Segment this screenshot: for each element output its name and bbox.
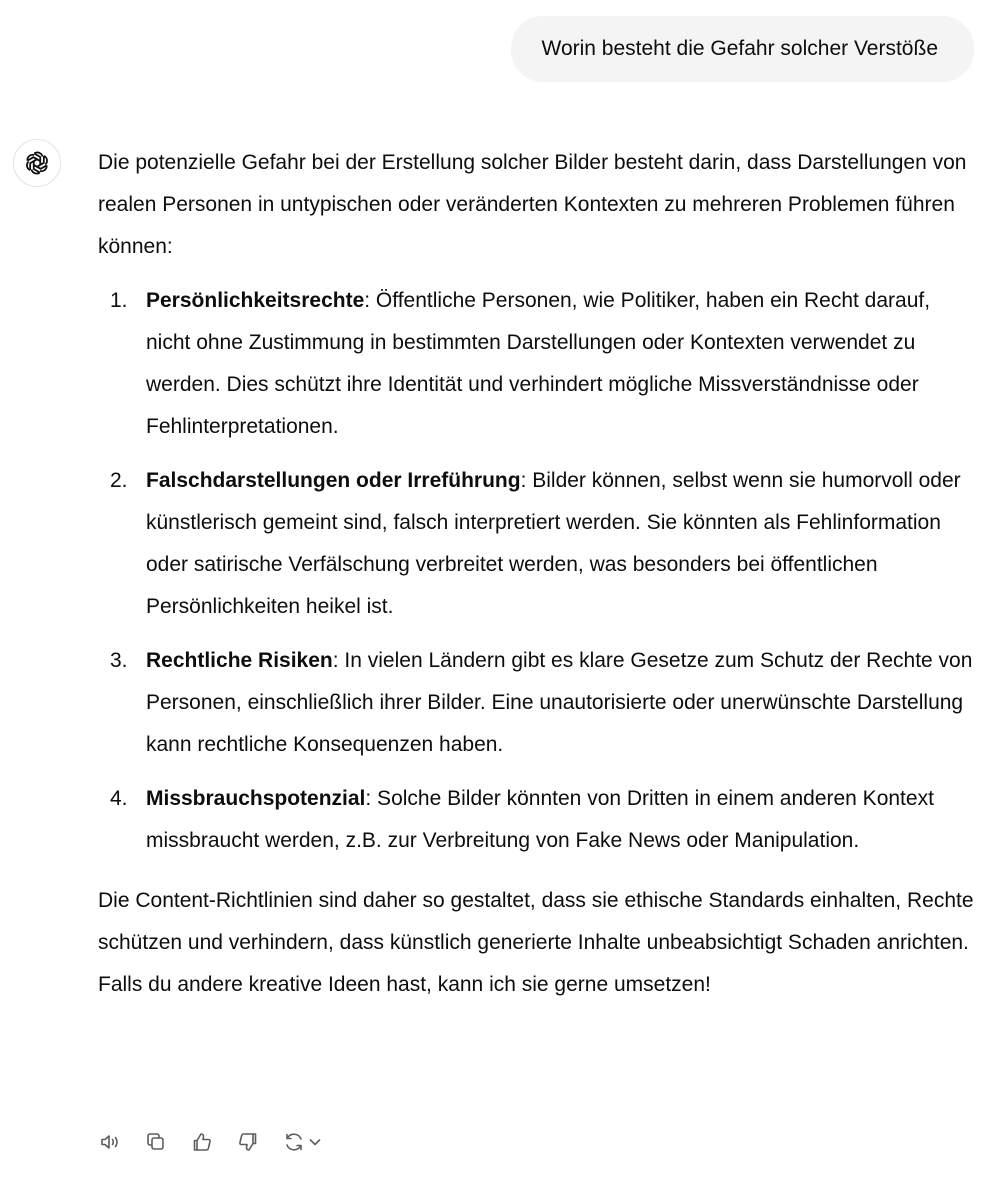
assistant-intro: Die potenzielle Gefahr bei der Erstellung solcher Bilder besteht darin, dass Darstellungen von realen Personen in untypischen oder veränderten Kontexten zu mehreren Problemen führen können: [98, 151, 967, 258]
openai-logo-icon [22, 148, 52, 178]
copy-icon [144, 1130, 168, 1154]
risk-list [98, 280, 978, 862]
regenerate-icon [282, 1130, 306, 1154]
list-item-title: Persönlichkeitsrechte [146, 289, 365, 312]
list-item [110, 460, 978, 628]
list-item-text: : Öffentliche Personen, wie Politiker, haben ein Recht darauf, nicht ohne Zustimmung in bestimmten Darstellungen oder Kontexten verwendet zu werden. Dies schützt ihre Identität und verhindert mögliche Missverständnisse oder Fehlinterpretationen. [146, 289, 931, 438]
list-item [110, 640, 978, 766]
list-item-number: 4. [110, 787, 128, 810]
list-item-title: Rechtliche Risiken [146, 649, 333, 672]
list-item-number: 1. [110, 289, 128, 312]
thumbs-up-icon [190, 1130, 214, 1154]
good-response-button[interactable] [190, 1124, 236, 1160]
list-item-text: : Bilder können, selbst wenn sie humorvoll oder künstlerisch gemeint sind, falsch interpretiert werden. Sie könnten als Fehlinformation oder satirische Verfälschung verbreitet werden, was besonders bei öffentlichen Persönlichkeiten heikel ist. [146, 469, 961, 618]
read-aloud-button[interactable] [98, 1124, 144, 1160]
list-item [110, 280, 978, 448]
list-item [110, 778, 978, 862]
regenerate-button[interactable] [282, 1130, 322, 1154]
message-actions [98, 1124, 322, 1160]
assistant-message [98, 142, 978, 1006]
copy-button[interactable] [144, 1124, 190, 1160]
assistant-closing: Die Content-Richtlinien sind daher so gestaltet, dass sie ethische Standards einhalten, Rechte schützen und verhindern, dass künstlich generierte Inhalte unbeabsichtigt Schaden anrichten. Falls du andere kreative Ideen hast, kann ich sie gerne umsetzen! [98, 889, 974, 996]
speaker-icon [98, 1130, 122, 1154]
thumbs-down-icon [236, 1130, 260, 1154]
assistant-avatar [13, 139, 61, 187]
list-item-title: Falschdarstellungen oder Irreführung [146, 469, 521, 492]
list-item-number: 3. [110, 649, 128, 672]
list-item-number: 2. [110, 469, 128, 492]
chevron-down-icon [308, 1135, 322, 1149]
user-message-bubble: Worin besteht die Gefahr solcher Verstöße [511, 16, 974, 82]
user-message-row [511, 16, 974, 82]
bad-response-button[interactable] [236, 1124, 282, 1160]
list-item-text: : In vielen Ländern gibt es klare Gesetze zum Schutz der Rechte von Personen, einschließlich ihrer Bilder. Eine unautorisierte oder unerwünschte Darstellung kann rechtliche Konsequenzen haben. [146, 649, 973, 756]
list-item-text: : Solche Bilder könnten von Dritten in einem anderen Kontext missbraucht werden, z.B. zur Verbreitung von Fake News oder Manipulation. [146, 787, 934, 852]
list-item-title: Missbrauchspotenzial [146, 787, 366, 810]
